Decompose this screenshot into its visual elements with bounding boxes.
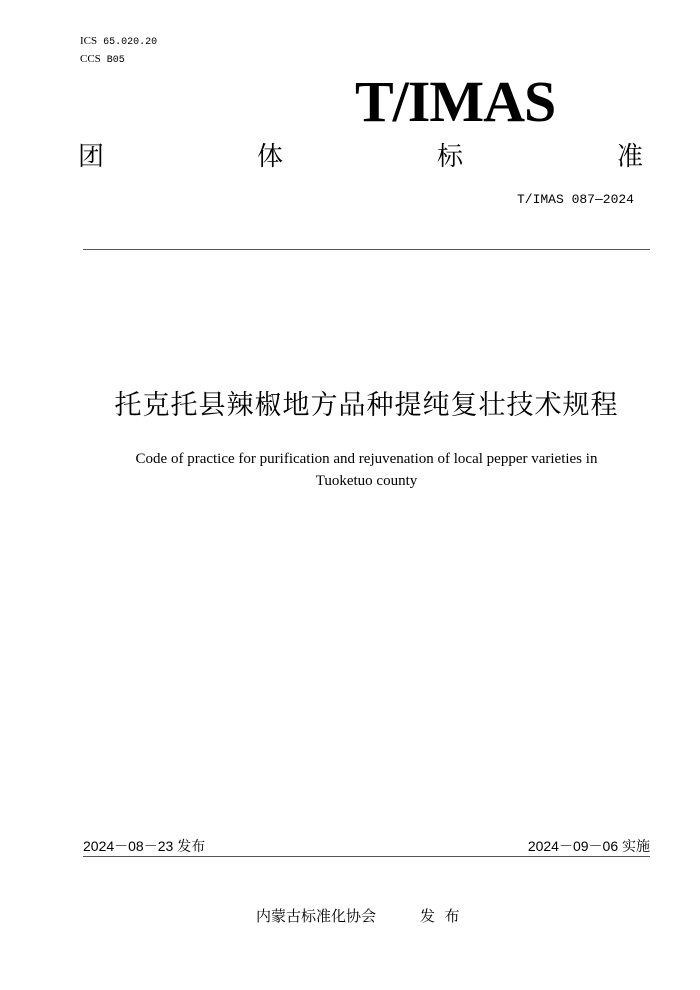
publish-date: 2024－08－23 发布 [83, 838, 206, 854]
publish-word: 发 布 [420, 907, 460, 925]
standard-char-2: 体 [257, 142, 284, 172]
standard-char-4: 准 [617, 142, 644, 172]
ics-line [80, 32, 157, 52]
standard-char-3: 标 [437, 142, 464, 172]
ccs-line [80, 50, 125, 70]
header-divider [83, 249, 650, 250]
footer-divider [83, 856, 650, 857]
title-english-line-1: Code of practice for purification and rejuvenation of local pepper varieties in [135, 451, 598, 467]
standard-logo: T/IMAS [355, 69, 556, 134]
implement-date: 2024－09－06 实施 [527, 838, 650, 854]
organization: 内蒙古标准化协会 [256, 907, 377, 925]
ics-code: 65.020.20 [103, 37, 158, 48]
ccs-code: B05 [106, 55, 125, 66]
standard-number: T/IMAS 087—2024 [516, 192, 634, 207]
ccs-label: CCS [80, 53, 101, 65]
title-chinese: 托克托县辣椒地方品种提纯复壮技术规程 [114, 390, 619, 421]
title-english [60, 448, 673, 492]
standard-char-1: 团 [78, 142, 105, 172]
ics-label: ICS [80, 35, 98, 47]
title-english-line-2: Tuoketuo county [315, 473, 418, 489]
